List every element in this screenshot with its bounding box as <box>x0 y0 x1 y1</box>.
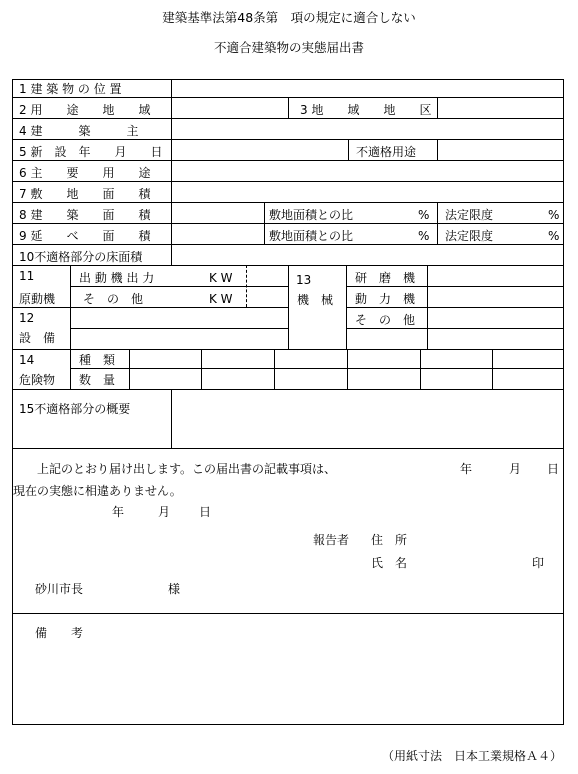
power-machine-label: 動 力 機 <box>355 292 416 306</box>
equipment-label: 設 備 <box>19 331 56 345</box>
site-area-label: 7 敷 地 面 積 <box>19 187 151 201</box>
row-divider <box>70 328 288 329</box>
row-divider <box>13 202 563 203</box>
row-divider <box>13 613 563 614</box>
kw-unit: K W <box>209 271 233 285</box>
hazard-quantity-label: 数 量 <box>79 373 116 387</box>
name-label: 氏 名 <box>371 556 408 570</box>
year-label: 年 <box>460 462 473 476</box>
row-divider <box>13 244 563 245</box>
location-label: 1 建 築 物 の 位 置 <box>19 82 122 96</box>
column-divider <box>129 349 130 389</box>
row-divider <box>346 286 563 287</box>
percent-unit: % <box>418 208 430 222</box>
remarks-label: 備 考 <box>35 626 84 640</box>
row-divider <box>346 328 563 329</box>
column-divider <box>492 349 493 389</box>
row-divider <box>13 181 563 182</box>
machine-other-label: そ の 他 <box>355 313 416 327</box>
column-divider <box>201 349 202 389</box>
grinder-label: 研 磨 機 <box>355 271 416 285</box>
seal-mark: 印 <box>532 556 545 570</box>
row-divider <box>70 368 563 369</box>
nonconforming-floor-area-label: 10不適格部分の床面積 <box>19 250 143 264</box>
column-divider <box>437 202 438 244</box>
percent-unit: % <box>418 229 430 243</box>
kw-unit: K W <box>209 292 233 306</box>
declaration-line-1: 上記のとおり届け出します。この届出書の記載事項は、 <box>37 462 337 476</box>
row-divider <box>13 118 563 119</box>
motor-other-label: そ の 他 <box>83 292 144 306</box>
row-divider <box>13 139 563 140</box>
hazard-label: 危険物 <box>19 373 56 387</box>
legal-limit-label: 法定限度 <box>445 229 494 243</box>
row-divider <box>13 389 563 390</box>
row-divider <box>13 448 563 449</box>
paper-size-note: （用紙寸法 日本工業規格Ａ４） <box>381 749 562 763</box>
day-label: 日 <box>199 505 212 519</box>
legal-limit-label: 法定限度 <box>445 208 494 222</box>
reporter-label: 報告者 <box>313 533 350 547</box>
form-title-line-2: 不適合建築物の実態届出書 <box>213 40 364 55</box>
column-divider <box>420 349 421 389</box>
equipment-number: 12 <box>19 311 35 325</box>
hazard-kind-label: 種 類 <box>79 353 116 367</box>
nonconforming-use-label: 不適格用途 <box>356 145 417 159</box>
form-table <box>12 79 564 725</box>
mayor-label: 砂川市長 <box>35 582 84 596</box>
year-label: 年 <box>112 505 125 519</box>
row-divider <box>70 286 288 287</box>
motor-number: 11 <box>19 269 35 283</box>
hazard-number: 14 <box>19 353 35 367</box>
machine-number: 13 <box>296 273 312 287</box>
building-area-label: 8 建 築 面 積 <box>19 208 151 222</box>
ratio-label: 敷地面積との比 <box>269 208 354 222</box>
column-divider <box>348 139 349 160</box>
row-divider <box>13 307 288 308</box>
column-divider <box>437 97 438 118</box>
column-divider <box>70 265 71 389</box>
motor-output-label: 出 動 機 出 力 <box>79 271 155 285</box>
address-label: 住 所 <box>371 533 408 547</box>
month-label: 月 <box>158 505 171 519</box>
row-divider <box>13 349 563 350</box>
motor-label: 原動機 <box>19 292 56 306</box>
column-divider <box>171 389 172 448</box>
day-label: 日 <box>547 462 560 476</box>
column-divider <box>347 349 348 389</box>
row-divider <box>346 307 563 308</box>
construction-date-label: 5 新 設 年 月 日 <box>19 145 163 159</box>
declaration-line-2: 現在の実態に相違ありません。 <box>13 484 182 498</box>
owner-label: 4 建 築 主 <box>19 124 139 138</box>
column-divider <box>288 265 289 349</box>
month-label: 月 <box>509 462 522 476</box>
ratio-label: 敷地面積との比 <box>269 229 354 243</box>
main-use-label: 6 主 要 用 途 <box>19 166 151 180</box>
column-divider-dashed <box>246 265 247 307</box>
row-divider <box>13 223 563 224</box>
column-divider <box>288 97 289 118</box>
use-zone-label: 2 用 途 地 域 <box>19 103 151 117</box>
percent-unit: % <box>548 208 560 222</box>
total-floor-area-label: 9 延 べ 面 積 <box>19 229 151 243</box>
column-divider <box>427 265 428 349</box>
column-divider <box>171 80 172 265</box>
column-divider <box>346 265 347 349</box>
percent-unit: % <box>548 229 560 243</box>
honorific-label: 様 <box>168 582 181 596</box>
column-divider <box>264 202 265 244</box>
form-title-line-1: 建築基準法第48条第 項の規定に適合しない <box>162 10 416 25</box>
machine-label: 機 械 <box>297 293 334 307</box>
district-label: 3 地 域 地 区 <box>300 103 432 117</box>
nonconforming-summary-label: 15不適格部分の概要 <box>19 402 131 416</box>
row-divider <box>13 160 563 161</box>
column-divider <box>274 349 275 389</box>
column-divider <box>437 139 438 160</box>
